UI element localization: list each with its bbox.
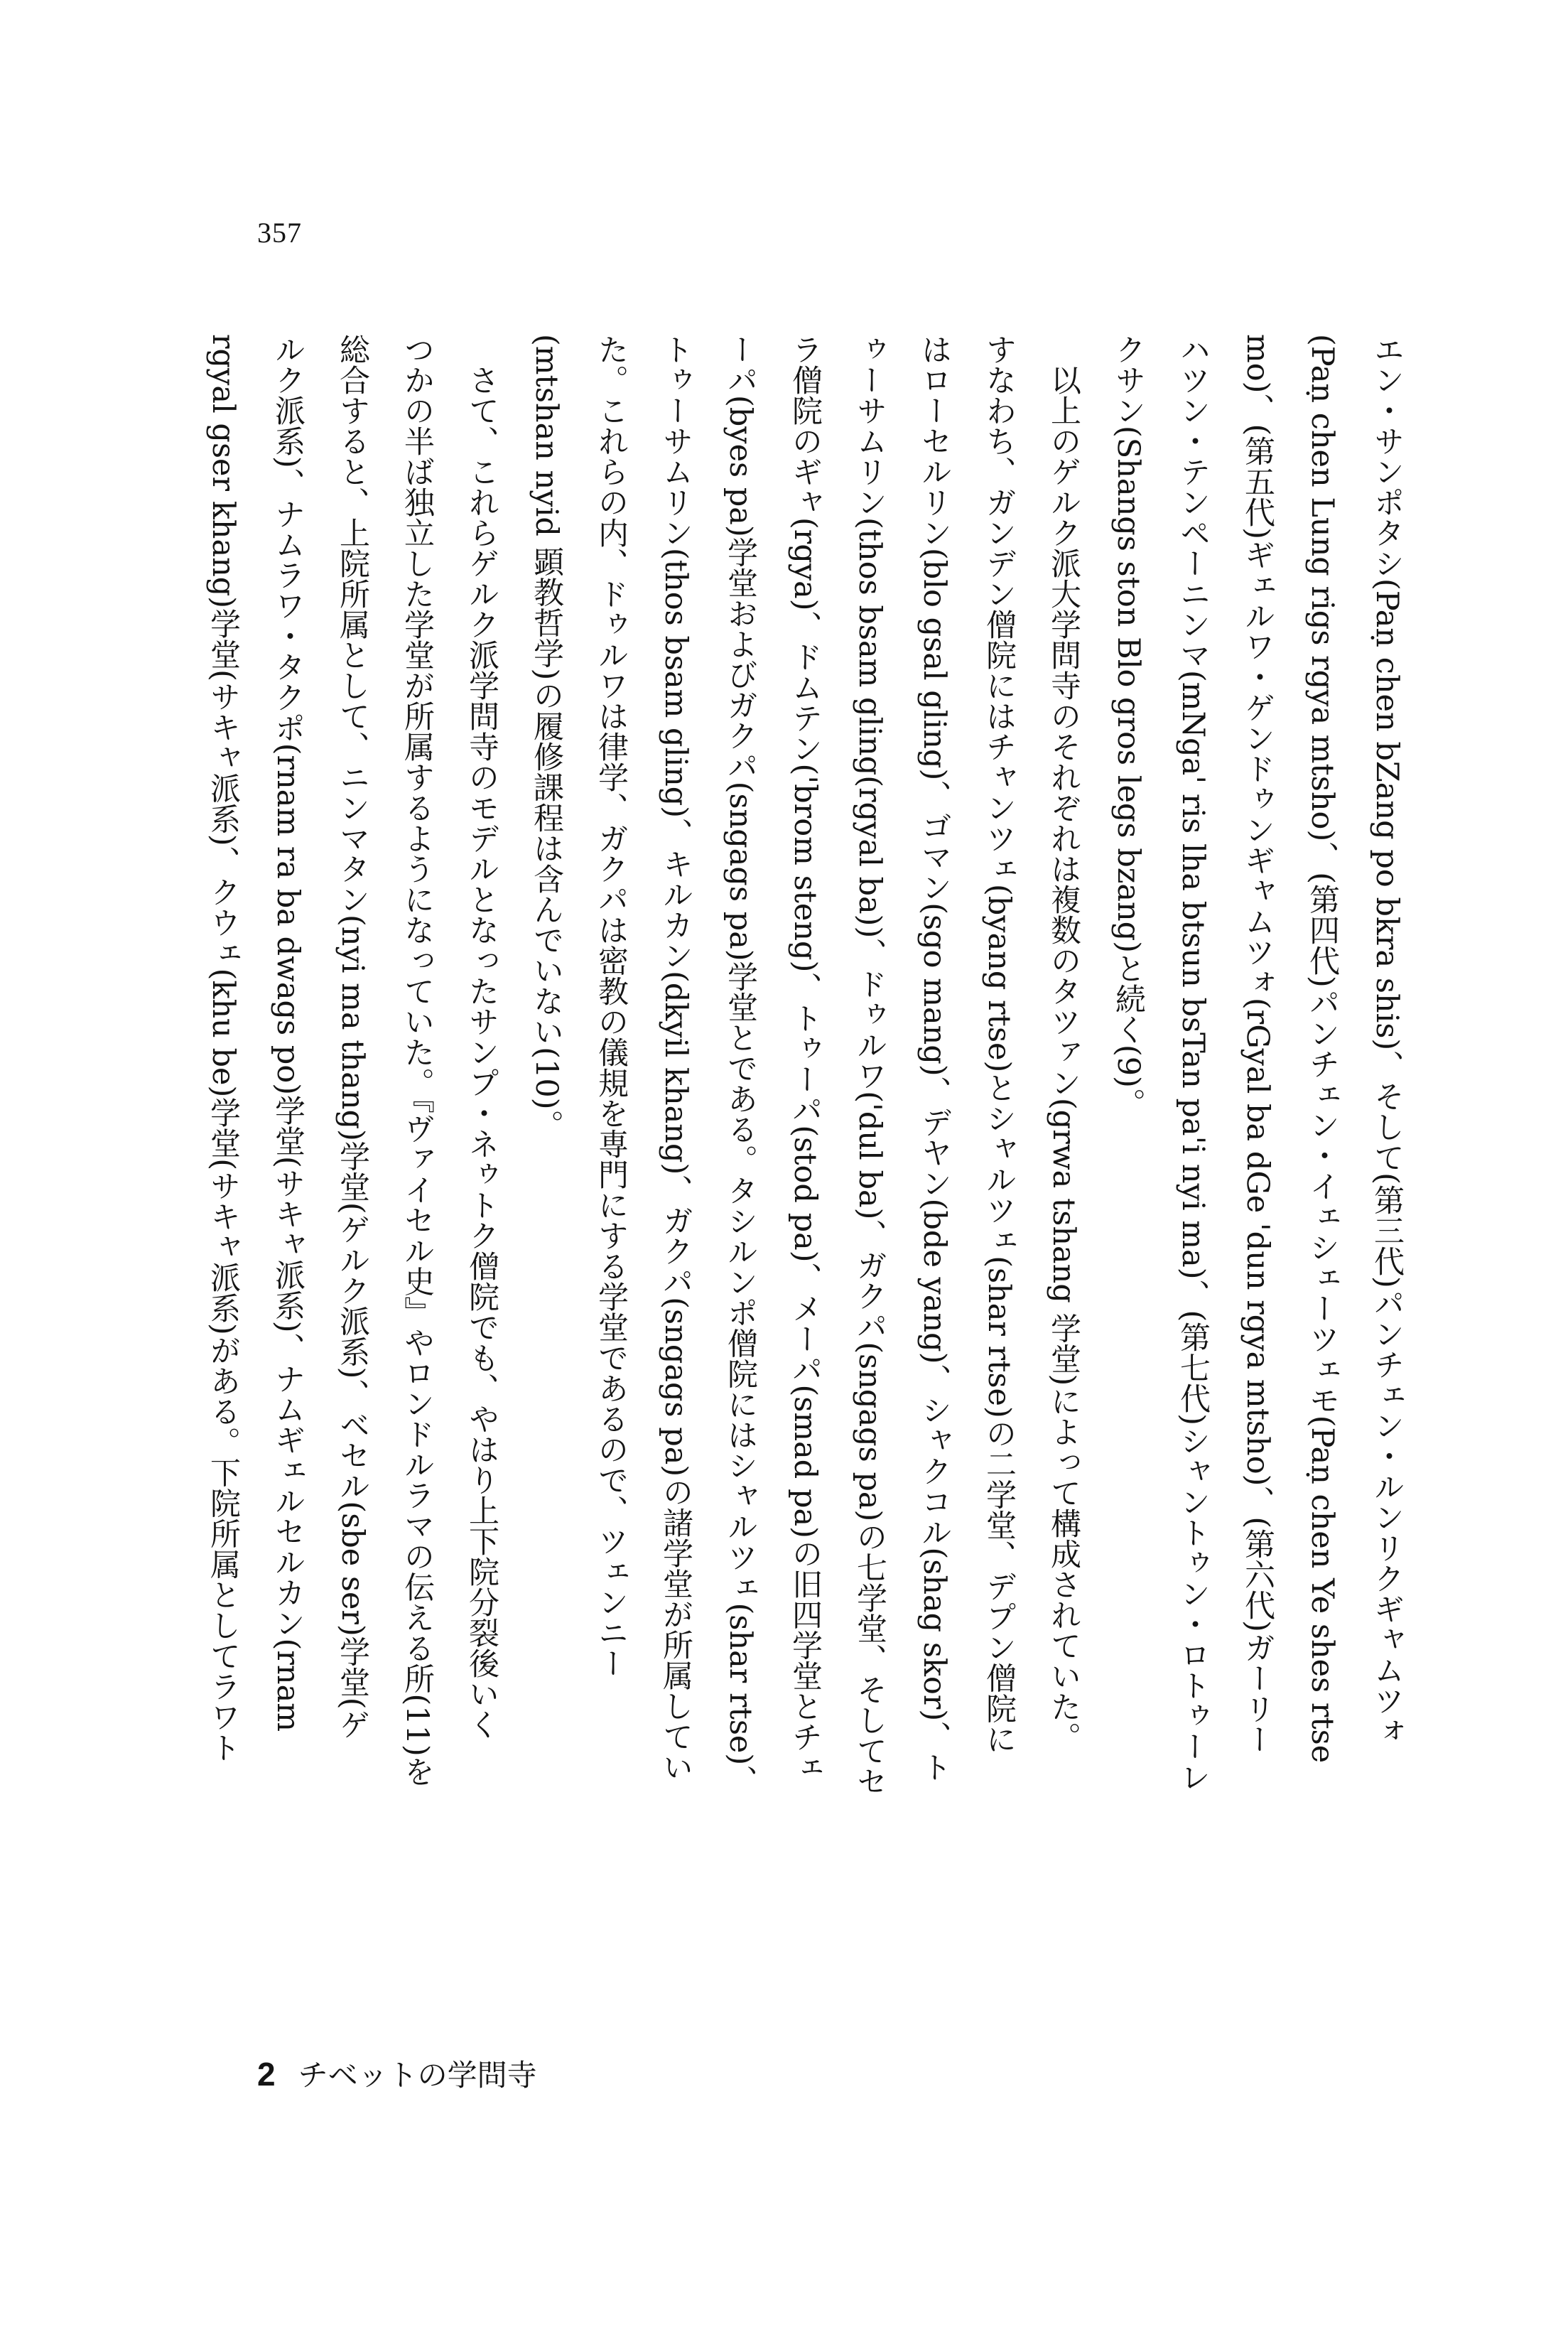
text-line: つかの半ば独立した学堂が所属するようになっていた。『ヴァイセル史』やロンドルラマの伝える所(11)を bbox=[399, 334, 435, 1787]
text-line: エン・サンポタシ(Paṇ chen bZang po bkra shis)、そして(第三代)パンチェン・ルンリクギャムツォ bbox=[1369, 334, 1405, 1747]
text-line: (mtshan nyid 顕教哲学)の履修課程は含んでいない(10)。 bbox=[529, 334, 564, 1140]
text-line: ラ僧院のギャ(rgya)、ドムテン('brom steng)、トゥーパ(stod pa)、メーパ(smad pa)の旧四学堂とチェ bbox=[787, 334, 823, 1783]
text-line: さて、これらゲルク派学問寺のモデルとなったサンプ・ネゥトク僧院でも、やはり上下院分裂後いく bbox=[464, 334, 499, 1739]
text-line: mo)、(第五代)ギェルワ・ゲンドゥンギャムツォ(rGyal ba dGe 'dun rgya mtsho)、(第六代)ガーリー bbox=[1240, 334, 1275, 1754]
text-line: 以上のゲルク派大学問寺のそれぞれは複数のタツァン(grwa tshang 学堂)によって構成されていた。 bbox=[1046, 334, 1081, 1753]
page-number: 357 bbox=[257, 217, 302, 249]
body-text bbox=[190, 334, 1419, 2025]
text-line: ルク派系)、ナムラワ・タクポ(rnam ra ba dwags po)学堂(サキャ派系)、ナムギェルセルカン(rnam bbox=[270, 334, 306, 1732]
text-line: (Paṇ chen Lung rigs rgya mtsho)、(第四代)パンチェン・イェシェーツェモ(Paṇ chen Ye shes rtse bbox=[1304, 334, 1340, 1764]
text-line: トゥーサムリン(thos bsam gling)、キルカン(dkyil khang)、ガクパ(sngags pa)の諸学堂が所属してい bbox=[658, 334, 693, 1783]
text-line: すなわち、ガンデン僧院にはチャンツェ(byang rtse)とシャルツェ(shar rtse)の二学堂、デプン僧院に bbox=[981, 334, 1017, 1754]
text-line: 総合すると、上院所属として、ニンマタン(nyi ma thang)学堂(ゲルク派系)、ベセル(sbe ser)学堂(ゲ bbox=[335, 334, 370, 1740]
text-line: rgyal gser khang)学堂(サキャ派系)、クウェ(khu be)学堂(サキャ派系)がある。下院所属としてラワト bbox=[205, 334, 241, 1763]
text-line: ゥーサムリン(thos bsam gling(rgyal ba))、ドゥルワ('dul ba)、ガクパ(sngags pa)の七学堂、そしてセ bbox=[852, 334, 887, 1797]
text-line: た。これらの内、ドゥルワは律学、ガクパは密教の儀規を専門にする学堂であるので、ツェンニー bbox=[593, 334, 629, 1678]
chapter-title: チベットの学問寺 bbox=[298, 2058, 537, 2093]
text-line: ーパ(byes pa)学堂およびガクパ(sngags pa)学堂とである。タシルンポ僧院にはシャルツェ(shar rtse)、 bbox=[723, 334, 758, 1796]
text-line: クサン(Shangs ston Blo gros legs bzang)と続く(9)。 bbox=[1110, 334, 1146, 1118]
text-line: ハツン・テンペーニンマ(mNga' ris lha btsun bsTan pa'i nyi ma)、(第七代)シャントゥン・ロトゥーレ bbox=[1175, 334, 1211, 1793]
text-line: はローセルリン(blo gsal gling)、ゴマン(sgo mang)、デヤン(bde yang)、シャクコル(shag skor)、ト bbox=[917, 334, 952, 1783]
chapter-number: 2 bbox=[257, 2056, 276, 2093]
running-footer bbox=[257, 2052, 537, 2095]
